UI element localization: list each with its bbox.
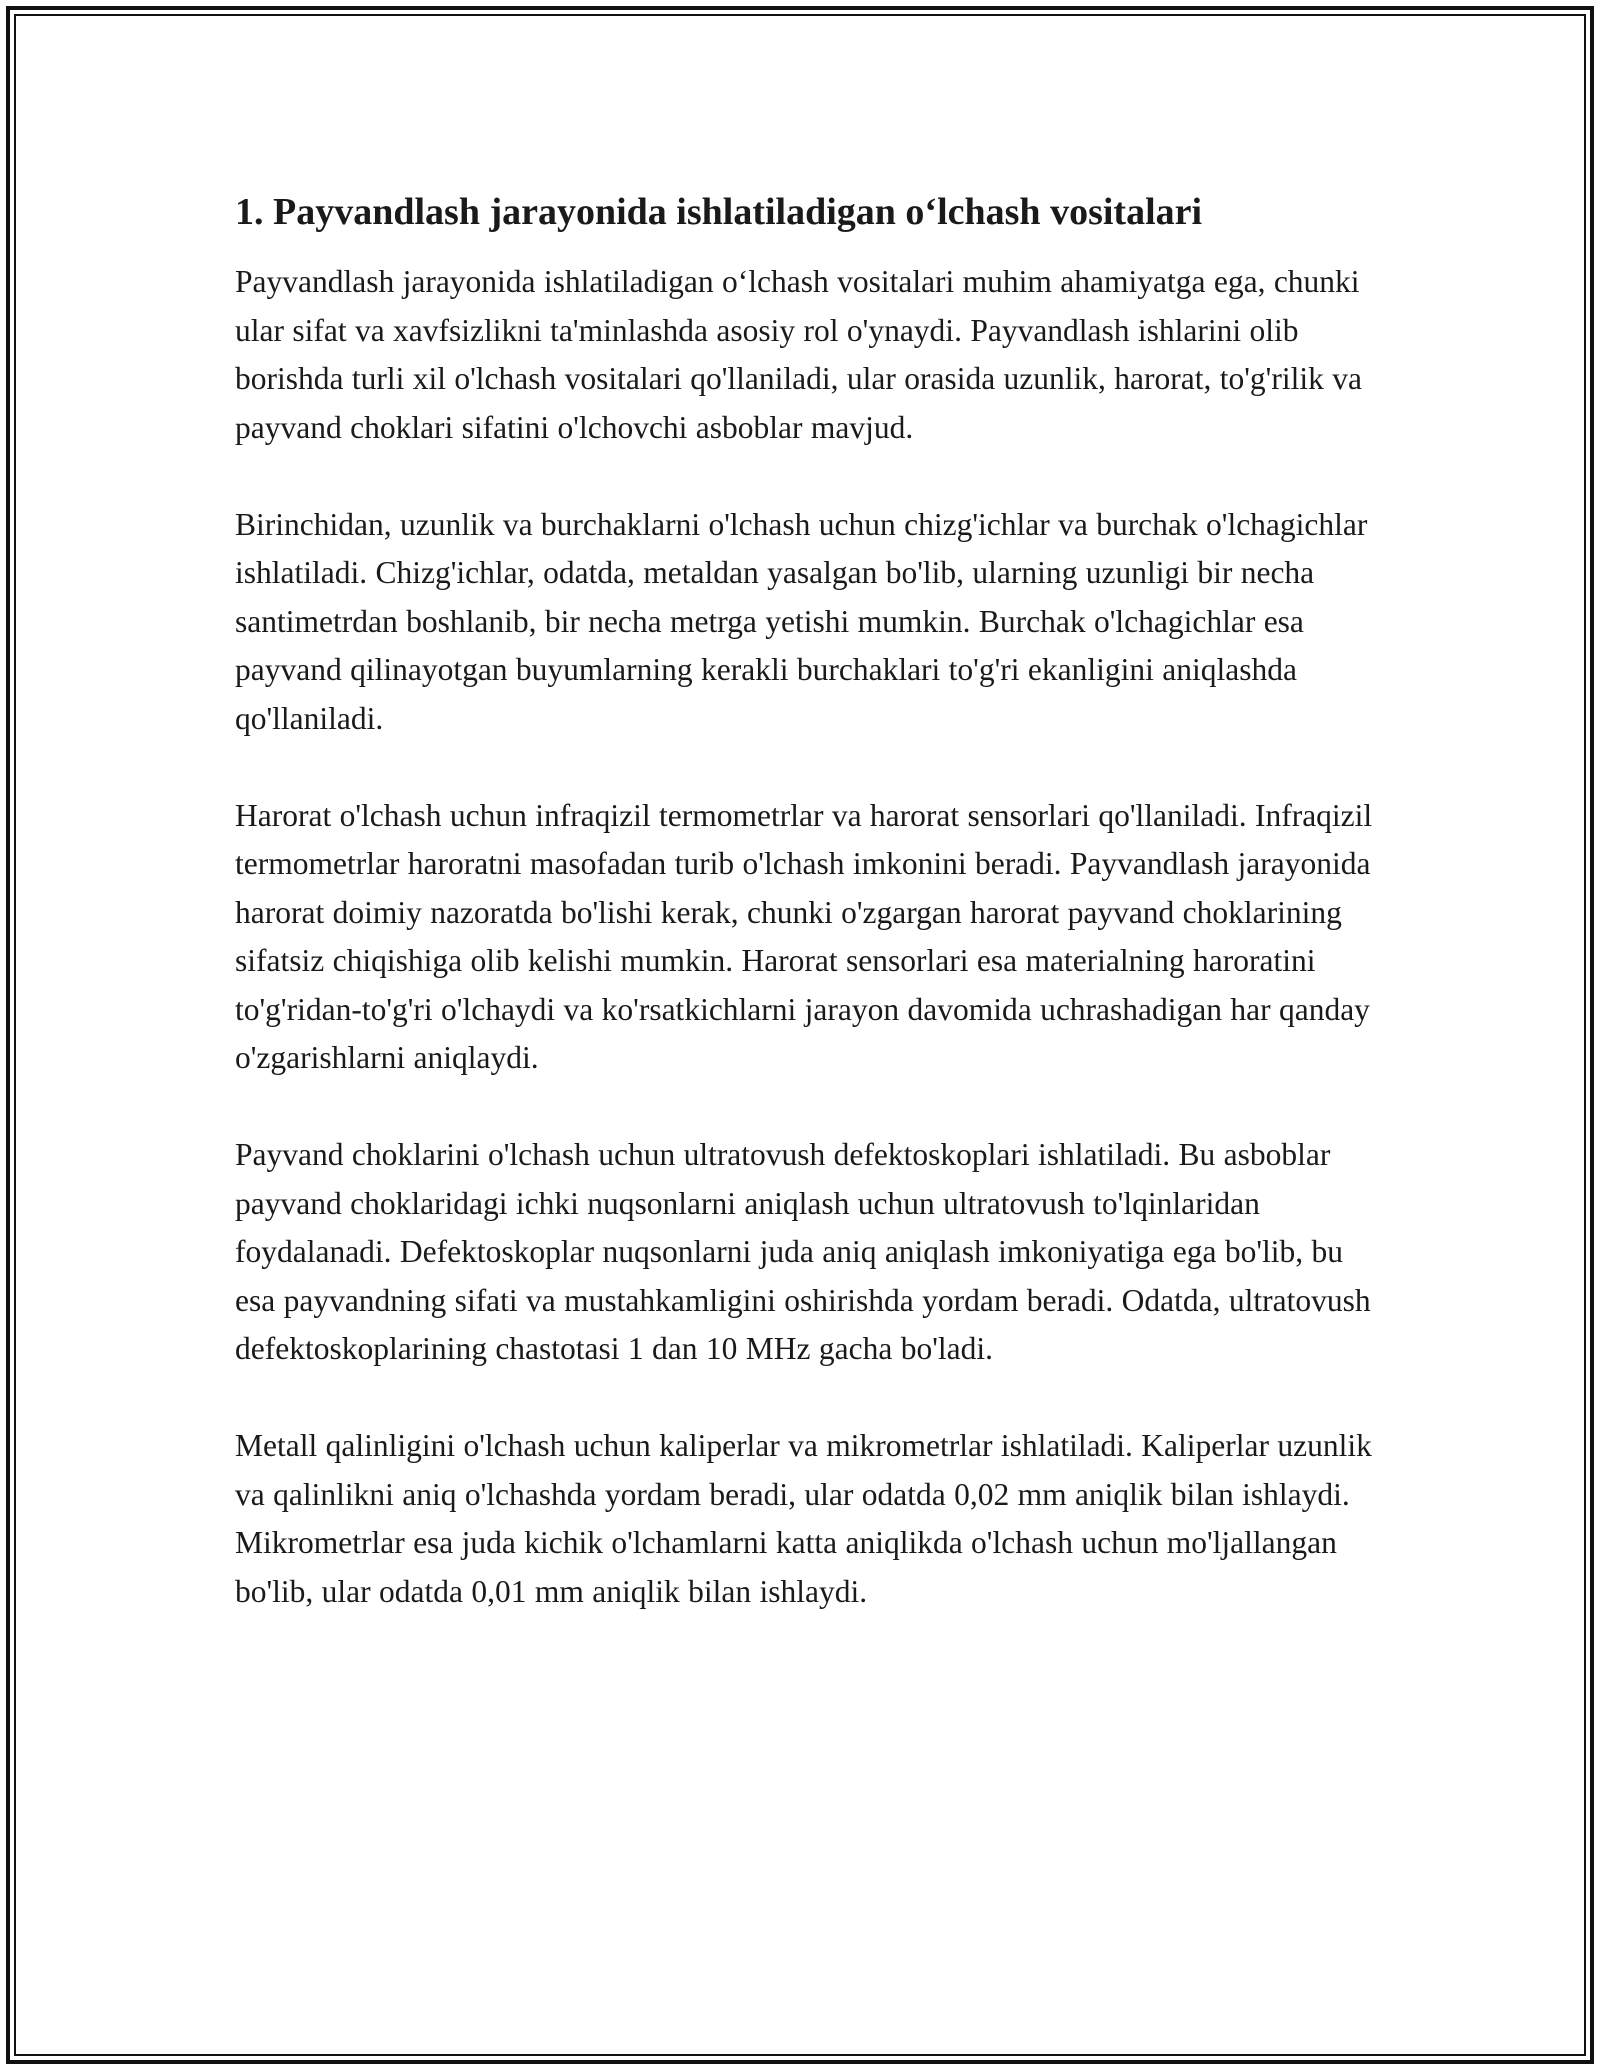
- paragraph-thickness-tools: Metall qalinligini o'lchash uchun kaliperlar va mikrometrlar ishlatiladi. Kaliperlar uzunlik va qalinlikni aniq o'lchashda yordam beradi, ular odatda 0,02 mm aniqlik bilan ishlaydi. Mikrometrlar esa juda kichik o'lchamlarni katta aniqlikda o'lchash uchun mo'ljallangan bo'lib, ular odatda 0,01 mm aniqlik bilan ishlaydi.: [235, 1428, 1372, 1609]
- paragraph-ultrasonic-tools: Payvand choklarini o'lchash uchun ultratovush defektoskoplari ishlatiladi. Bu asboblar payvand choklaridagi ichki nuqsonlarni aniqlash uchun ultratovush to'lqinlaridan foydalanadi. Defektoskoplar nuqsonlarni juda aniq aniqlash imkoniyatiga ega bo'lib, bu esa payvandning sifati va mustahkamligini oshirishda yordam beradi. Odatda, ultratovush defektoskoplarining chastotasi 1 dan 10 MHz gacha bo'ladi.: [235, 1137, 1371, 1366]
- paragraph-length-angle-tools: Birinchidan, uzunlik va burchaklarni o'lchash uchun chizg'ichlar va burchak o'lchagichlar ishlatiladi. Chizg'ichlar, odatda, metaldan yasalgan bo'lib, ularning uzunligi bir necha santimetrdan boshlanib, bir necha metrga yetishi mumkin. Burchak o'lchagichlar esa payvand qilinayotgan buyumlarning kerakli burchaklari to'g'ri ekanligini aniqlashda qo'llaniladi.: [235, 506, 1368, 736]
- document-body: [235, 188, 1375, 1665]
- document-title: 1. Payvandlash jarayonida ishlatiladigan o‘lchash vositalari: [235, 191, 1203, 233]
- paragraph-temperature-tools: Harorat o'lchash uchun infraqizil termometrlar va harorat sensorlari qo'llaniladi. Infraqizil termometrlar haroratni masofadan turib o'lchash imkonini beradi. Payvandlash jarayonida harorat doimiy nazoratda bo'lishi kerak, chunki o'zgargan harorat payvand choklarining sifatsiz chiqishiga olib kelishi mumkin. Harorat sensorlari esa materialning haroratini to'g'ridan-to'g'ri o'lchaydi va ko'rsatkichlarni jarayon davomida uchrashadigan har qanday o'zgarishlarni aniqlaydi.: [235, 797, 1373, 1075]
- paragraph-intro: Payvandlash jarayonida ishlatiladigan o‘lchash vositalari muhim ahamiyatga ega, chunki ular sifat va xavfsizlikni ta'minlashda asosiy rol o'ynaydi. Payvandlash ishlarini olib borishda turli xil o'lchash vositalari qo'llaniladi, ular orasida uzunlik, harorat, to'g'rilik va payvand choklari sifatini o'lchovchi asboblar mavjud.: [235, 264, 1362, 445]
